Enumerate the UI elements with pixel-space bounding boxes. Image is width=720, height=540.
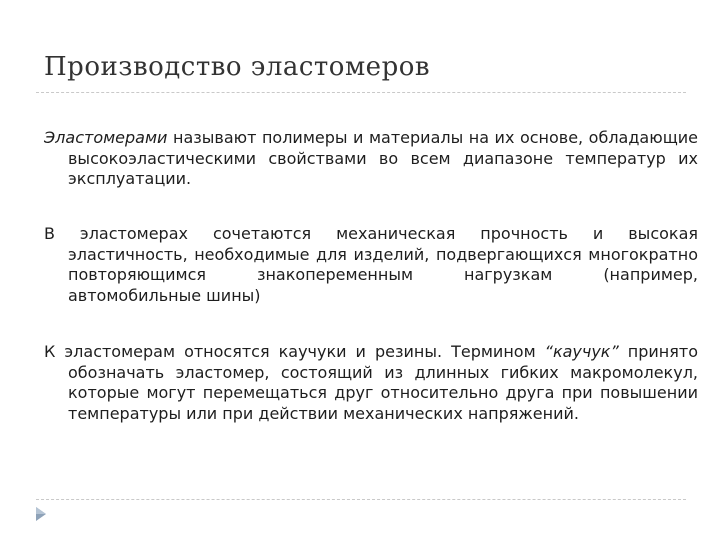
title-divider [36, 92, 686, 93]
paragraph-definition [44, 128, 698, 190]
term-rubber: “каучук” [544, 342, 619, 361]
next-arrow-icon[interactable] [34, 506, 48, 526]
paragraph-text: принято обозначать эластомер, состоящий из длинных гибких макромолекул, которые могут перемещаться друг относительно друга при повышении температуры или при действии механических напряжений. [68, 342, 698, 423]
paragraph-text: В эластомерах сочетаются механическая прочность и высокая эластичность, необходимые для изделий, подвергающихся многократно повторяющимся знакопеременным нагрузкам (например, автомобильные шины) [44, 224, 698, 305]
footer-divider [36, 499, 686, 500]
paragraph-rubber [44, 342, 698, 424]
slide-title: Производство эластомеров [44, 52, 431, 82]
paragraph-text: называют полимеры и материалы на их основе, обладающие высокоэластическими свойствами во всем диапазоне температур их эксплуатации. [68, 128, 698, 188]
paragraph-properties [44, 224, 698, 306]
paragraph-text: К эластомерам относятся каучуки и резины. Термином [44, 342, 545, 361]
term-elastomers: Эластомерами [44, 128, 168, 147]
